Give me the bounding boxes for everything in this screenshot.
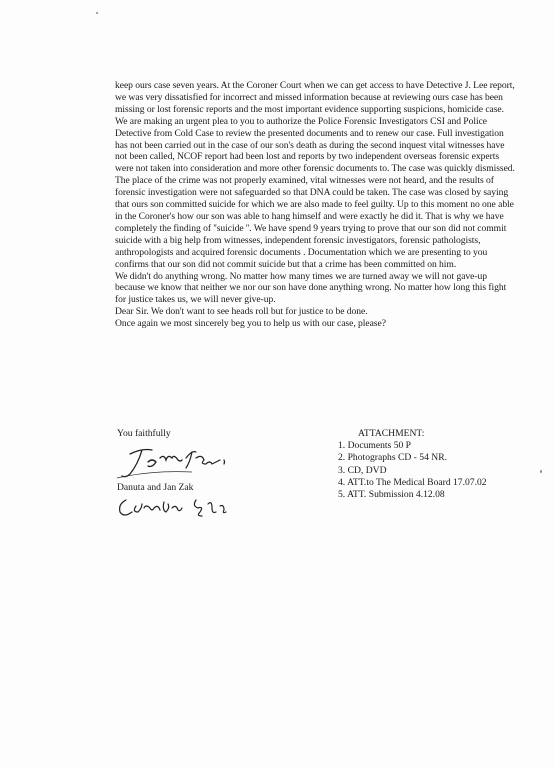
- paragraph-4: Dear Sir. We don't want to see heads roll but for justice to be done.: [115, 306, 368, 318]
- attachment-title: ATTACHMENT:: [358, 428, 425, 439]
- paragraph-2: We are making an urgent plea to you to authorize the Police Forensic Investigators CSI and Police Detective from Cold Case to review the presented documents and to renew our case. Full investigation has not been carried out in the case of our son's death as during the second inquest vital witnesses have not been called, NCOF report had been lost and reports by two independent overseas forensic experts were not taken into consideration and more other forensic documents to. The case was quickly dismissed. The place of the crime was not properly examined, vital witnesses were not heard, and the results of forensic investigation were not safeguarded so that DNA could be taken. The case was closed by saying that ours son committed suicide for which we are also made to feel guilty. Up to this moment no one able in the Coroner's how our son was able to hang himself and were exactly he did it. That is why we have completely the finding of ''suicide ''. We have spend 9 years trying to prove that our son did not commit suicide with a big help from witnesses, independent forensic investigators, forensic pathologists, anthropologists and acquired forensic documents . Documentation which we are presenting to you confirms that our son did not commit suicide but that a crime has been committed on him.: [115, 115, 515, 270]
- signature-danuta-zak: [112, 490, 242, 522]
- scan-speck: [540, 470, 542, 473]
- paragraph-3: We didn't do anything wrong. No matter how many times we are turned away we will not gave-up because we know that neither we nor our son have done anything wrong. No matter how long this fight for justice takes us, we will never give-up.: [115, 270, 507, 306]
- closing-line: You faithfully: [117, 428, 171, 439]
- attachment-item: 2. Photographs CD - 54 NR.: [338, 452, 447, 464]
- attachment-list: [338, 428, 513, 501]
- letter-body: [115, 80, 515, 330]
- paragraph-1: keep ours case seven years. At the Coroner Court when we can get access to have Detective J. Lee report, we was very dissatisfied for incorrect and missed information because at reviewing ours case has been missing or lost forensic reports and the most important evidence supporting suspicions, homicide case.: [115, 80, 515, 115]
- paragraph-5: Once again we most sincerely beg you to help us with our case, please?: [115, 318, 386, 330]
- attachment-item: 4. ATT.to The Medical Board 17.07.02: [338, 476, 487, 488]
- attachment-item: 5. ATT. Submission 4.12.08: [338, 489, 445, 501]
- scan-speck: [96, 12, 98, 14]
- attachment-item: 1. Documents 50 P: [338, 440, 412, 452]
- attachment-item: 3. CD, DVD: [338, 464, 387, 476]
- signature-jan-zak: [112, 440, 242, 485]
- signers-names: Danuta and Jan Zak: [117, 482, 194, 493]
